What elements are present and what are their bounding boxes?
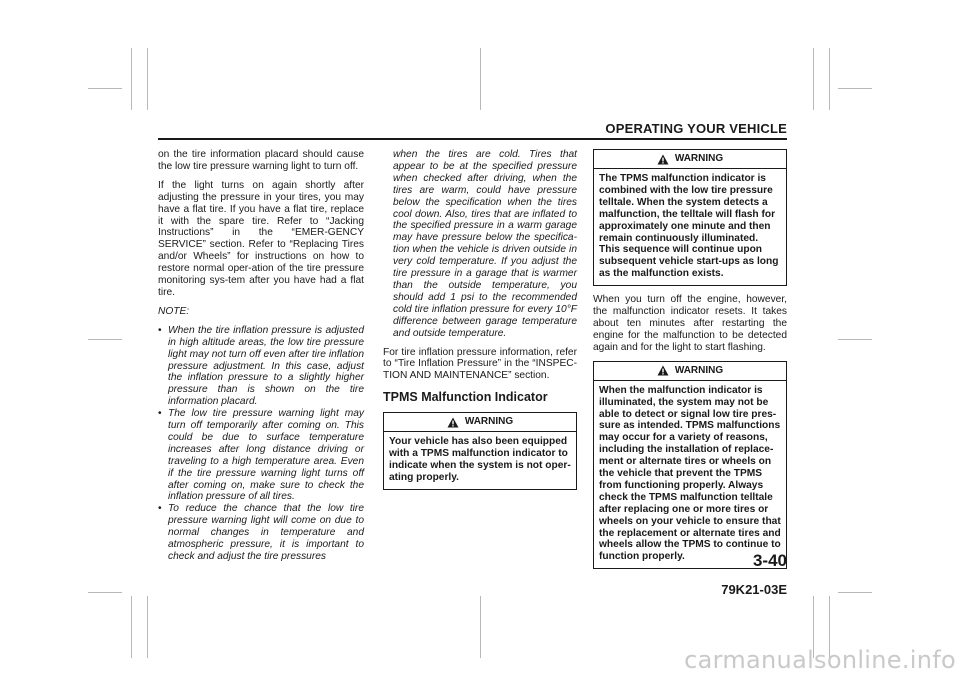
warning-box [593, 361, 787, 570]
crop-mark [88, 592, 122, 593]
warning-header [594, 362, 786, 381]
crop-mark [88, 339, 122, 340]
crop-mark [838, 339, 872, 340]
warning-label: WARNING [674, 364, 724, 376]
paragraph: If the light turns on again shortly after adjusting the pressure in your tires, you may have a flat tire. If you have a flat tire, replace it with the spare tire. Refer to “Jacking Instructions” in the “EMER-GENCY SERVICE” section. Refer to “Replacing Tires and/or Wheels” for instructions on how to restore normal oper-ation of the tire pressure monitoring sys-tem after you have had a flat tire. [158, 179, 364, 298]
warning-box [593, 149, 787, 286]
note-item: • To reduce the chance that the low tire pressure warning light will come on due to normal changes in temperature and atmospheric pressure, it is important to check and adjust the tire pressures [158, 503, 364, 563]
note-continued: when the tires are cold. Tires that appear to be at the specified pressure when checked after driving, when the tires are warm, could have pressure below the specification when the tires cool down. Also, tires that are inflated to the specified pressure in a warm garage may have pressure below the specifica-tion when the vehicle is driven outside in very cold temperature. If you adjust the tire pressure in a garage that is warmer than the outside temperature, you should add 1 psi to the recommended cold tire inflation pressure for every 10°F difference between garage temperature and outside temperature. [393, 149, 577, 339]
paragraph: For tire inflation pressure information, refer to “Tire Inflation Pressure” in the “INSPEC-TION AND MAINTENANCE” section. [383, 346, 577, 382]
warning-text: Your vehicle has also been equipped with a TPMS malfunction indicator to indicate when the system is not oper-ating properly. [389, 436, 571, 483]
warning-triangle-icon [447, 417, 459, 428]
crop-mark [480, 48, 481, 110]
column-middle [383, 149, 577, 498]
warning-label: WARNING [674, 153, 724, 165]
crop-mark [147, 48, 148, 110]
crop-mark [88, 88, 122, 89]
note-list [158, 325, 364, 563]
crop-mark [480, 596, 481, 658]
warning-label: WARNING [464, 416, 514, 428]
page-number: 3-40 [752, 551, 787, 570]
warning-triangle-icon [657, 154, 669, 165]
section-heading: TPMS Malfunction Indicator [383, 390, 548, 405]
column-left [158, 149, 364, 563]
watermark-link[interactable]: carmanualsonline.info [684, 646, 956, 674]
warning-text: The TPMS malfunction indicator is combined with the low tire pressure telltale. When the system detects a malfunction, the telltale will flash for approximately one minute and then remain continuously illuminated. This sequence will continue upon subsequent vehicle start-ups as long as the malfunction exists. [599, 173, 779, 280]
warning-box [383, 412, 577, 490]
document-code: 79K21-03E [721, 582, 787, 597]
paragraph: When you turn off the engine, however, the malfunction indicator resets. It takes about ten minutes after restarting the engine for the malfunction to be detected again and for the light to start flashing. [593, 294, 787, 353]
crop-mark [829, 48, 830, 110]
crop-mark [838, 592, 872, 593]
note-label: NOTE: [158, 305, 190, 317]
crop-mark [147, 596, 148, 658]
column-right [593, 149, 787, 577]
warning-header [594, 150, 786, 169]
note-item: • The low tire pressure warning light may turn off temporarily after coming on. This could be due to surface temperature increases after long distance driving or traveling to a high temperature area. Even if the tire pressure warning light turns off after coming on, make sure to check the inflation pressure of all tires. [158, 408, 364, 503]
crop-mark [131, 48, 132, 110]
warning-header [384, 413, 576, 432]
crop-mark [813, 48, 814, 110]
paragraph: on the tire information placard should cause the low tire pressure warning light to turn off. [158, 149, 364, 172]
note-item: • When the tire inflation pressure is adjusted in high altitude areas, the low tire pressure light may not turn off even after tire inflation pressure adjustment. In this case, adjust the inflation pressure to a slightly higher pressure than is shown on the tire information placard. [158, 325, 364, 408]
section-title: OPERATING YOUR VEHICLE [605, 121, 787, 136]
header-rule [158, 138, 787, 140]
warning-text: When the malfunction indicator is illuminated, the system may not be able to detect or signal low tire pres-sure as intended. TPMS malfunctions may occur for a variety of reasons, including the installation of replace-ment or alternate tires or wheels on the vehicle that prevent the TPMS from functioning properly. Always check the TPMS malfunction telltale after replacing one or more tires or wheels on your vehicle to ensure that the replacement or alternate tires and wheels allow the TPMS to continue to function properly. [599, 384, 781, 563]
warning-triangle-icon [657, 365, 669, 376]
crop-mark [131, 596, 132, 658]
crop-mark [838, 88, 872, 89]
